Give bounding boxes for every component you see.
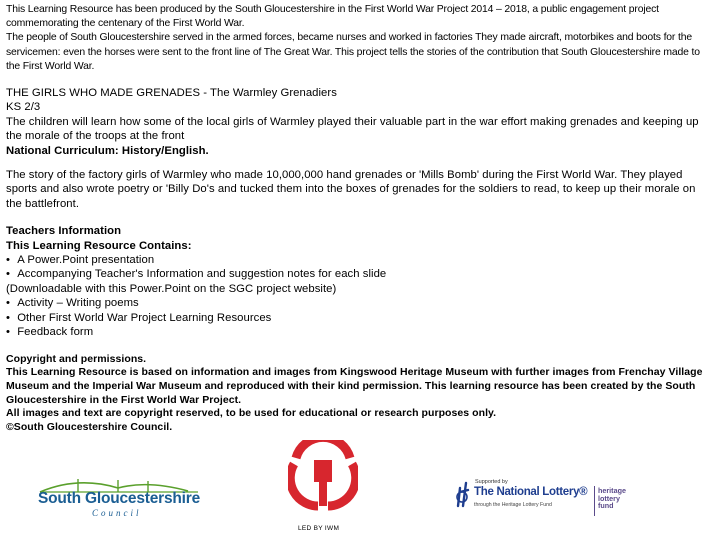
crossed-fingers-icon	[454, 480, 472, 508]
lottery-name: The National Lottery®	[474, 486, 588, 498]
lottery-subtitle: through the Heritage Lottery Fund	[474, 502, 552, 508]
logo-strip	[0, 440, 720, 540]
led-by-iwm: LED BY IWM	[298, 525, 340, 532]
key-stage: KS 2/3	[6, 101, 41, 114]
sg-logo-sub: Council	[92, 508, 142, 518]
centenary-logo	[288, 440, 358, 520]
south-gloucestershire-logo	[38, 476, 208, 518]
curriculum-line: National Curriculum: History/English.	[6, 144, 209, 157]
list-item: • Feedback form	[6, 325, 714, 339]
list-item: • Accompanying Teacher's Information and suggestion notes for each slide	[6, 267, 714, 281]
document-page	[6, 3, 714, 435]
contains-heading: This Learning Resource Contains:	[6, 239, 192, 252]
sg-logo-text: South Gloucestershire	[38, 490, 201, 507]
copyright-line-2: All images and text are copyright reserved, to be used for educational or research purposes only.	[6, 407, 497, 420]
lottery-supported-by: Supported by	[475, 479, 508, 485]
copyright-heading: Copyright and permissions.	[6, 352, 147, 365]
hlf-logo-text: heritage lottery fund	[598, 486, 626, 511]
intro-paragraph-1: This Learning Resource has been produced by the South Gloucestershire in the First World War Project 2014 – 2018, a public engagement project commemorating the centenary of the First World War.	[6, 4, 659, 30]
list-item: • Other First World War Project Learning Resources	[6, 311, 714, 325]
heritage-lottery-fund-logo	[594, 486, 631, 516]
list-item: • Activity – Writing poems	[6, 296, 714, 310]
teachers-heading: Teachers Information	[6, 225, 122, 238]
story-paragraph: The story of the factory girls of Warmley who made 10,000,000 hand grenades or 'Mills Bomb' during the First World War. They played sports and also wrote poetry or 'Billy Do's and tucked them into the boxes of grenades for the soldiers to read, to keep up their morale on the battlefront.	[6, 169, 696, 210]
copyright-section	[6, 353, 714, 435]
copyright-line-3: ©South Gloucestershire Council.	[6, 421, 173, 434]
resource-title: THE GIRLS WHO MADE GRENADES - The Warmley Grenadiers	[6, 87, 337, 100]
intro-section	[6, 3, 714, 74]
copyright-line-1: This Learning Resource is based on information and images from Kingswood Heritage Museum with further images from Frenchay Village Museum and the Imperial War Museum and reproduced with their kind permission. This learning resource has been created by the South Gloucestershire in the First World War Project.	[6, 366, 703, 406]
resource-section	[6, 86, 714, 435]
national-lottery-logo	[454, 478, 594, 518]
list-item: • A Power.Point presentation	[6, 253, 714, 267]
resource-description: The children will learn how some of the local girls of Warmley played their valuable part in the war effort making grenades and keeping up the morale of the troops at the front	[6, 115, 699, 143]
list-note: (Downloadable with this Power.Point on the SGC project website)	[6, 282, 337, 295]
intro-paragraph-2: The people of South Gloucestershire served in the armed forces, became nurses and worked in factories They made aircraft, motorbikes and boots for the servicemen: even the horses were sent to the front line of The Great War. This project tells the stories of the contribution that South Gloucestershire made to the First World War.	[6, 32, 700, 72]
